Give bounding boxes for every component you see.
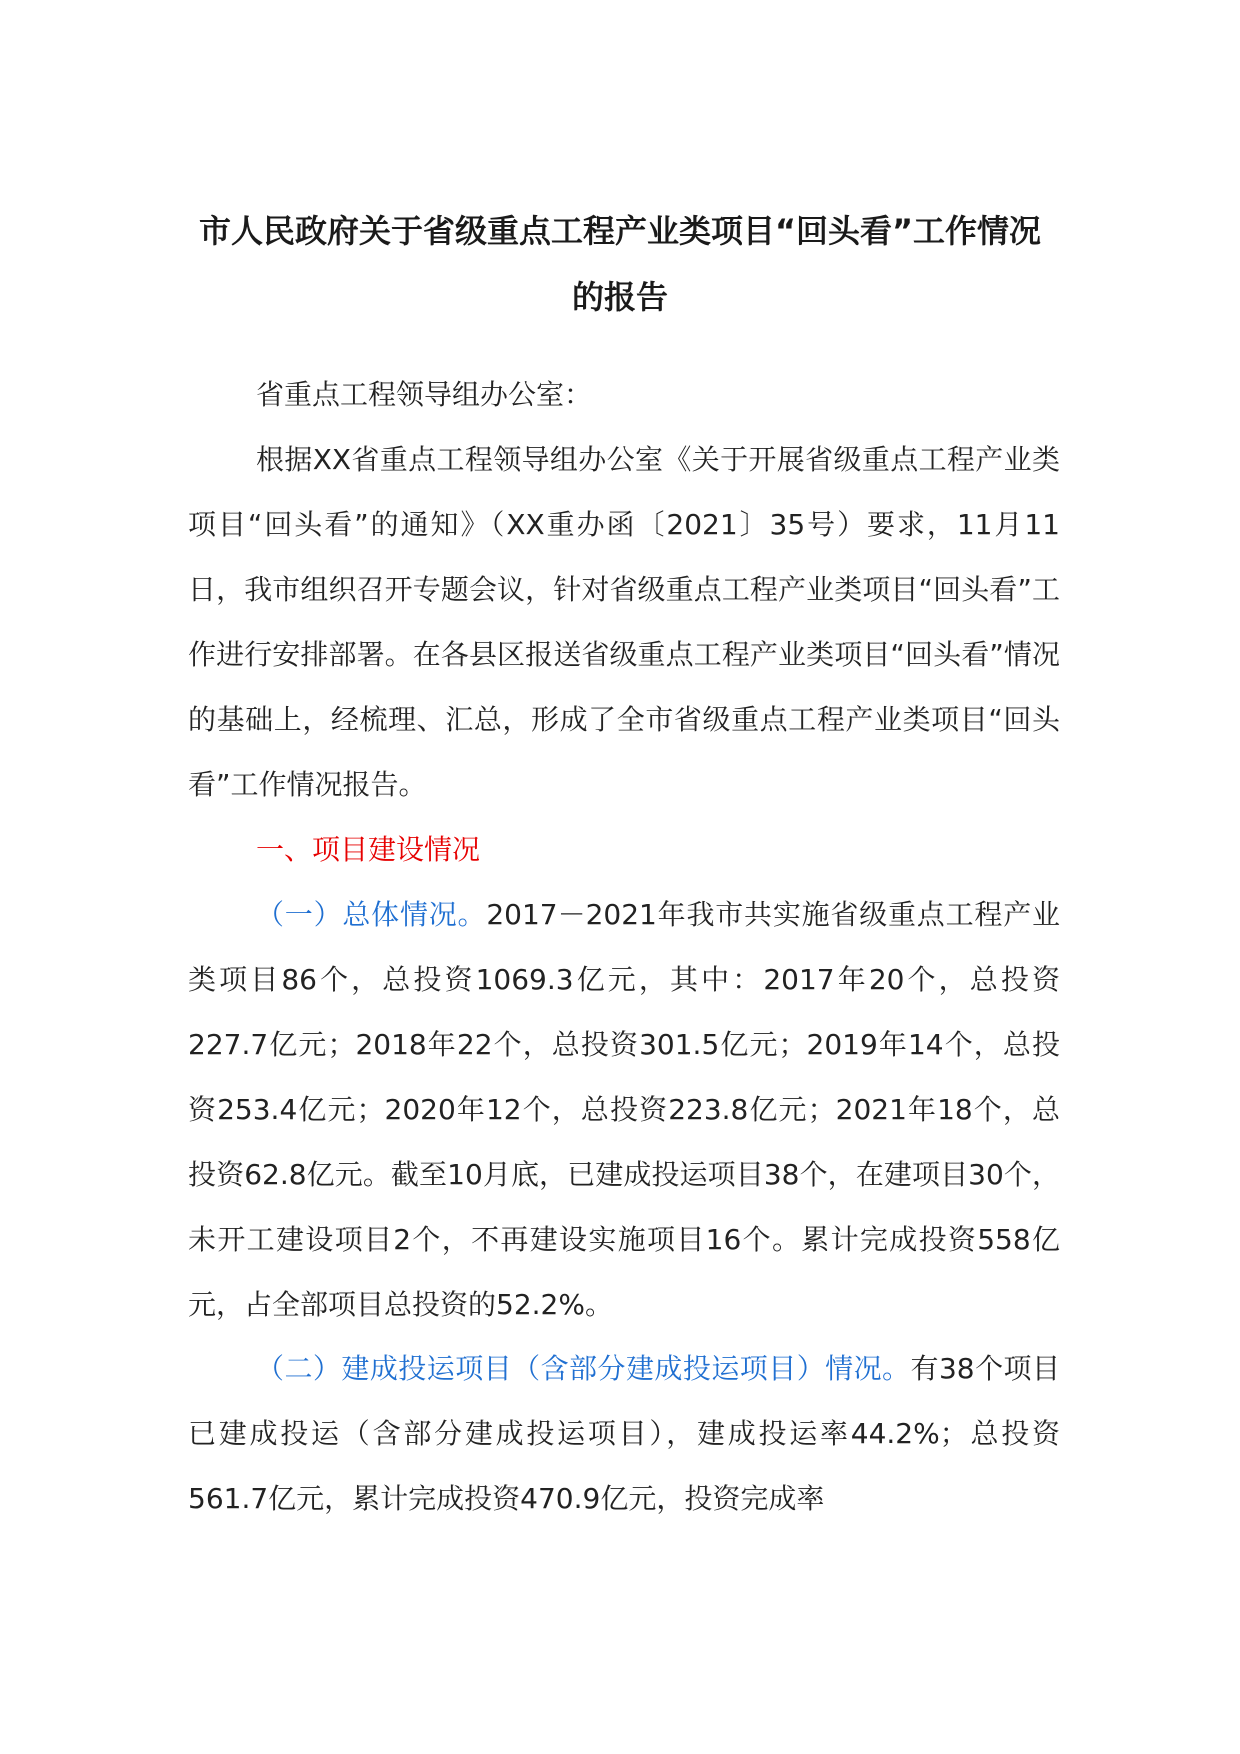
document-title: 市人民政府关于省级重点工程产业类项目“回头看”工作情况的报告 bbox=[198, 212, 1042, 316]
completed-projects-text: 有38个项目已建成投运（含部分建成投运项目），建成投运率44.2%；总投资561.7亿元，累计完成投资470.9亿元，投资完成率 bbox=[188, 1352, 1060, 1515]
salutation: 省重点工程领导组办公室： bbox=[256, 378, 593, 411]
sub-heading-overall: （一）总体情况。 bbox=[256, 898, 487, 931]
sub-heading-completed: （二）建成投运项目（含部分建成投运项目）情况。 bbox=[256, 1352, 911, 1385]
overall-situation-text: 2017－2021年我市共实施省级重点工程产业类项目86个，总投资1069.3亿元，其中：2017年20个，总投资227.7亿元；2018年22个，总投资301.5亿元；2019年14个，总投资253.4亿元；2020年12个，总投资223.8亿元；2021年18个，总投资62.8亿元。截至10月底，已建成投运项目38个，在建项目30个，未开工建设项目2个，不再建设实施项目16个。累计完成投资558亿元，占全部项目总投资的52.2%。 bbox=[188, 898, 1060, 1321]
intro-paragraph: 根据XX省重点工程领导组办公室《关于开展省级重点工程产业类项目“回头看”的通知》（XX重办函〔2021〕35号）要求，11月11日，我市组织召开专题会议，针对省级重点工程产业类项目“回头看”工作进行安排部署。在各县区报送省级重点工程产业类项目“回头看”情况的基础上，经梳理、汇总，形成了全市省级重点工程产业类项目“回头看”工作情况报告。 bbox=[188, 443, 1060, 801]
section-heading: 一、项目建设情况 bbox=[256, 833, 481, 866]
overall-situation-paragraph bbox=[188, 882, 1060, 1337]
completed-projects-paragraph bbox=[188, 1336, 1060, 1531]
